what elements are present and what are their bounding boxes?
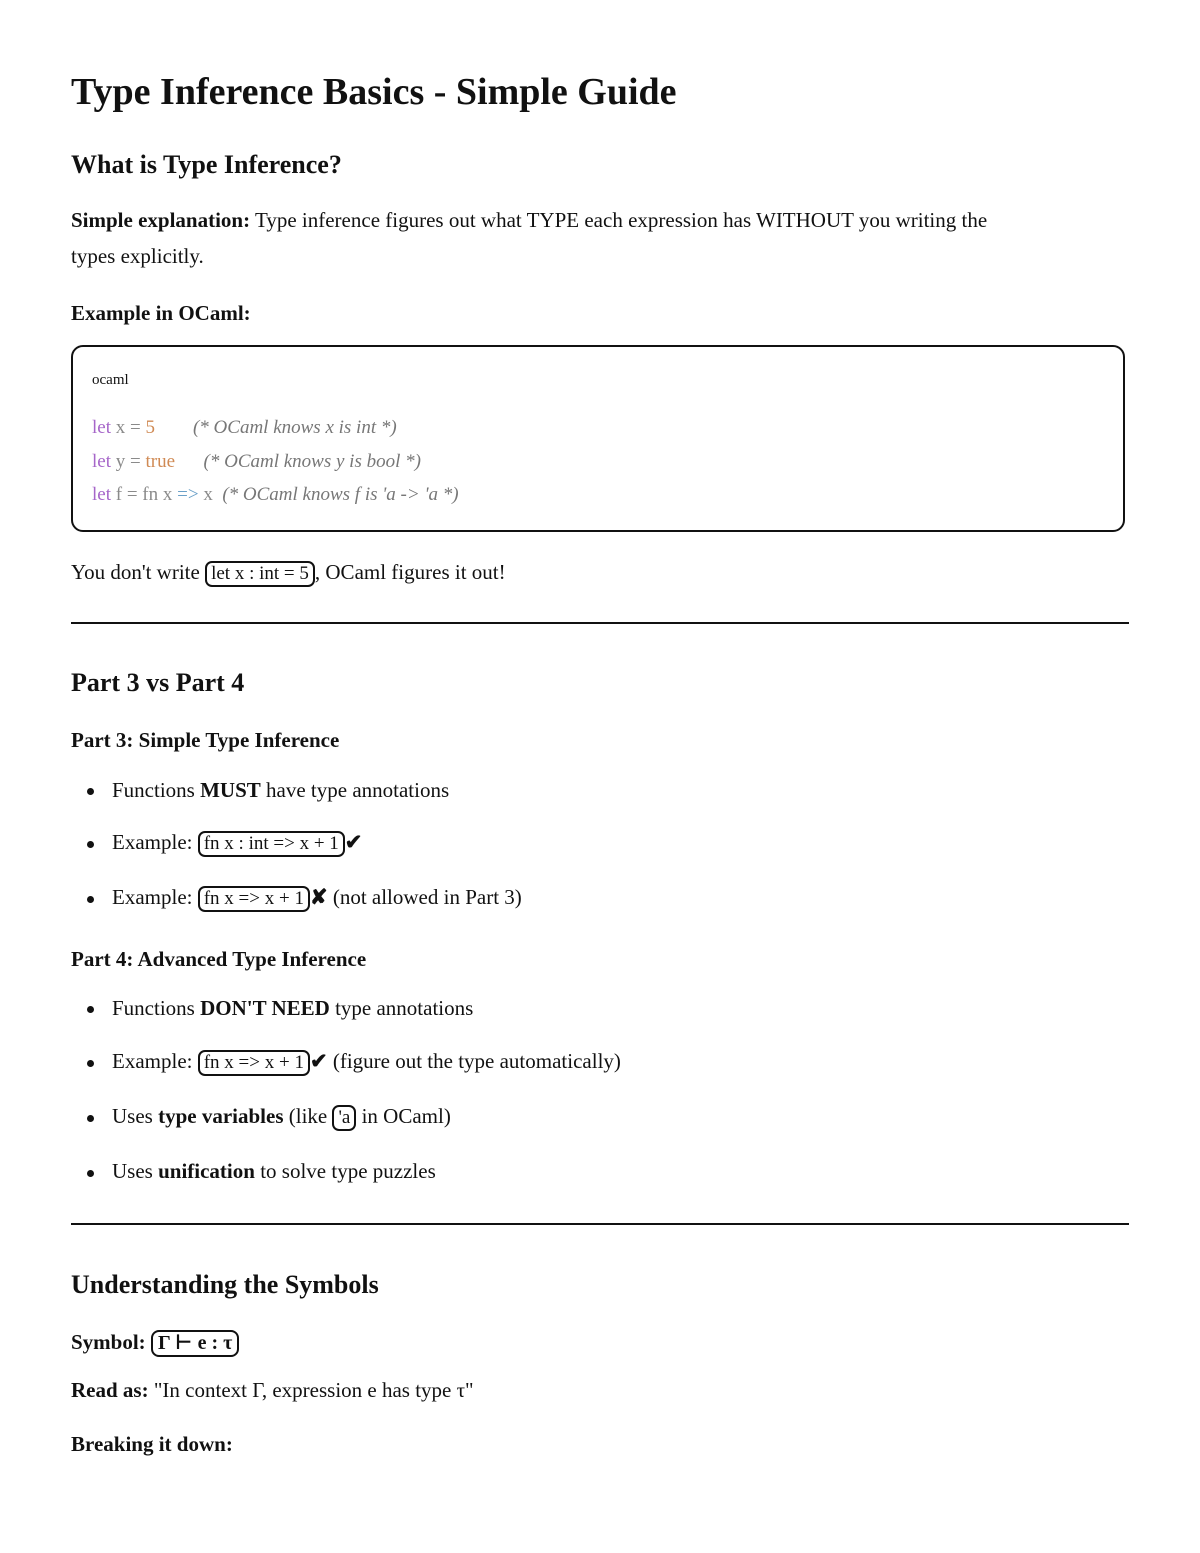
code-comment: (* OCaml knows f is 'a -> 'a *) xyxy=(222,484,459,505)
explanation-text: Type inference figures out what TYPE each expression has WITHOUT you writing the xyxy=(250,208,988,232)
check-icon: ✔ xyxy=(309,1049,328,1073)
explanation-text-continued: types explicitly. xyxy=(71,244,204,268)
bullet-icon xyxy=(87,896,94,903)
item-text: (figure out the type automatically) xyxy=(327,1049,621,1073)
bullet-icon xyxy=(87,788,94,795)
symbol-code: Γ ⊢ e : τ xyxy=(151,1330,239,1357)
bullet-icon xyxy=(87,1170,94,1177)
inline-code: 'a xyxy=(332,1105,356,1131)
inline-code: let x : int = 5 xyxy=(205,561,315,587)
list-item xyxy=(112,830,362,855)
code-keyword: let xyxy=(92,451,111,472)
inline-code: fn x => x + 1 xyxy=(198,1050,310,1076)
code-identifier: y = xyxy=(111,451,146,472)
item-bold: DON'T NEED xyxy=(200,996,330,1020)
note-text-end: , OCaml figures it out! xyxy=(314,560,506,584)
read-as-line xyxy=(71,1378,474,1403)
divider xyxy=(71,1223,1129,1225)
item-text: Uses xyxy=(112,1104,159,1128)
item-text: (like xyxy=(283,1104,333,1128)
list-item xyxy=(112,778,449,803)
item-text: type annotations xyxy=(329,996,474,1020)
list-item xyxy=(112,1104,451,1129)
code-block xyxy=(71,345,1125,532)
part4-heading: Part 4: Advanced Type Inference xyxy=(71,947,367,971)
example-label: Example in OCaml: xyxy=(71,301,251,325)
code-value: 5 xyxy=(145,417,155,438)
inline-code: fn x => x + 1 xyxy=(198,886,310,912)
item-text: Functions xyxy=(112,778,201,802)
code-keyword: let xyxy=(92,484,111,505)
item-text: Uses xyxy=(112,1159,159,1183)
item-bold: MUST xyxy=(200,778,261,802)
cross-icon: ✘ xyxy=(309,885,328,909)
code-language-label: ocaml xyxy=(92,372,129,388)
item-bold: unification xyxy=(158,1159,255,1183)
explanation-paragraph xyxy=(71,208,987,233)
read-as-label: Read as: xyxy=(71,1378,149,1402)
section-heading-part3-vs-part4: Part 3 vs Part 4 xyxy=(71,668,245,697)
list-item xyxy=(112,1159,436,1184)
list-item xyxy=(112,885,522,910)
note-text: You don't write xyxy=(71,560,206,584)
item-text: Example: xyxy=(112,1049,198,1073)
divider xyxy=(71,622,1129,624)
bullet-icon xyxy=(87,841,94,848)
code-line-2 xyxy=(92,451,421,473)
section-heading-what-is: What is Type Inference? xyxy=(71,150,342,179)
section-heading-symbols: Understanding the Symbols xyxy=(71,1270,379,1299)
code-value: true xyxy=(145,451,176,472)
bullet-icon xyxy=(87,1060,94,1067)
list-item xyxy=(112,1049,621,1074)
item-text: in OCaml) xyxy=(356,1104,451,1128)
code-line-1 xyxy=(92,417,397,439)
item-text: have type annotations xyxy=(260,778,450,802)
symbol-line xyxy=(71,1330,239,1355)
code-value: x xyxy=(198,484,213,505)
bullet-icon xyxy=(87,1115,94,1122)
part3-heading: Part 3: Simple Type Inference xyxy=(71,728,340,752)
page-title: Type Inference Basics - Simple Guide xyxy=(71,71,677,113)
bullet-icon xyxy=(87,1006,94,1013)
code-identifier: f = fn x xyxy=(111,484,178,505)
code-arrow: => xyxy=(177,484,199,505)
item-text: to solve type puzzles xyxy=(254,1159,436,1183)
code-comment: (* OCaml knows y is bool *) xyxy=(203,451,421,472)
breaking-down-label: Breaking it down: xyxy=(71,1432,233,1456)
read-as-text: "In context Γ, expression e has type τ" xyxy=(148,1378,474,1402)
item-text: Example: xyxy=(112,830,198,854)
note-paragraph xyxy=(71,560,506,585)
item-text: Functions xyxy=(112,996,201,1020)
explanation-label: Simple explanation: xyxy=(71,208,251,232)
code-identifier: x = xyxy=(111,417,146,438)
item-bold: type variables xyxy=(158,1104,284,1128)
list-item xyxy=(112,996,473,1021)
item-text: (not allowed in Part 3) xyxy=(327,885,522,909)
item-text: Example: xyxy=(112,885,198,909)
symbol-label: Symbol: xyxy=(71,1330,146,1354)
inline-code: fn x : int => x + 1 xyxy=(198,831,345,857)
code-comment: (* OCaml knows x is int *) xyxy=(192,417,397,438)
code-line-3 xyxy=(92,484,459,506)
code-keyword: let xyxy=(92,417,111,438)
check-icon: ✔ xyxy=(344,830,363,854)
